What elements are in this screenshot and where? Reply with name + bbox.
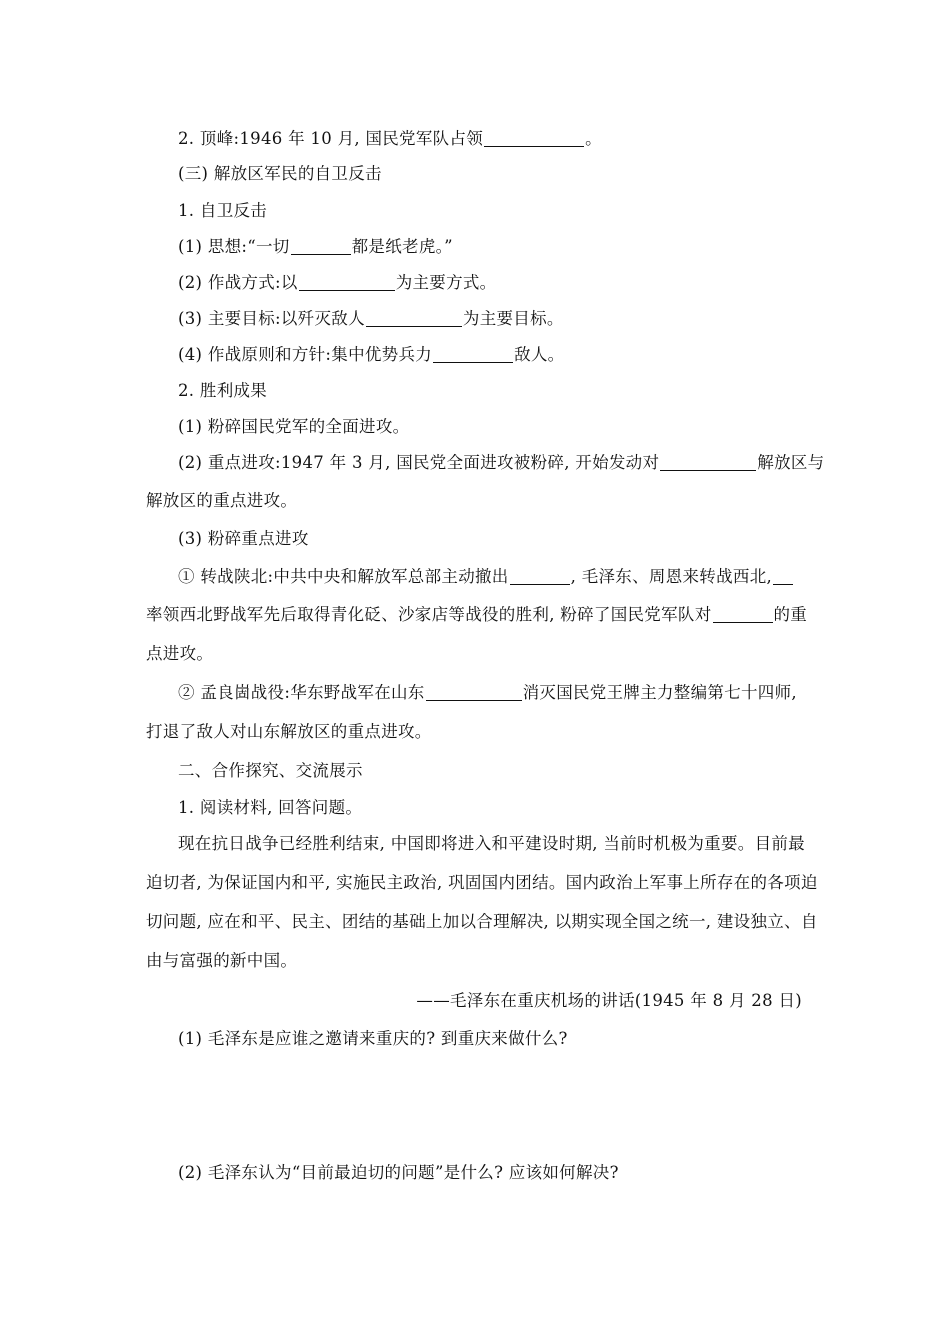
text: (4) 作战原则和方针:集中优势兵力 xyxy=(178,345,433,364)
answer-blank[interactable] xyxy=(299,274,395,291)
answer-blank[interactable] xyxy=(426,684,522,701)
answer-blank[interactable] xyxy=(291,238,351,255)
question-1: (1) 毛泽东是应谁之邀请来重庆的? 到重庆来做什么? xyxy=(178,1029,568,1048)
subheading-results: 2. 胜利成果 xyxy=(178,381,268,400)
material-line-3: 切问题, 应在和平、民主、团结的基础上加以合理解决, 以期实现全国之统一, 建设独立、自 xyxy=(146,912,818,931)
text: 为主要方式。 xyxy=(395,273,497,292)
question-instruction: 1. 阅读材料, 回答问题。 xyxy=(178,798,363,817)
line-smash-key: (3) 粉碎重点进攻 xyxy=(178,529,309,548)
answer-blank[interactable] xyxy=(484,130,584,147)
material-line-2: 迫切者, 为保证国内和平, 实施民主政治, 巩固国内团结。国内政治上军事上所存在的各项迫 xyxy=(146,873,818,892)
text: 敌人。 xyxy=(514,345,565,364)
answer-blank[interactable] xyxy=(773,568,793,585)
text: 消灭国民党王牌主力整编第七十四师, xyxy=(522,683,797,702)
text: 都是纸老虎。” xyxy=(351,237,453,256)
answer-blank[interactable] xyxy=(713,606,773,623)
answer-blank[interactable] xyxy=(433,346,513,363)
answer-blank[interactable] xyxy=(510,568,570,585)
text: 。 xyxy=(585,129,602,148)
section-heading: (三) 解放区军民的自卫反击 xyxy=(178,164,382,183)
line-shaanbei xyxy=(178,566,794,588)
line-key-offensive-cont: 解放区的重点进攻。 xyxy=(146,491,298,510)
text: (3) 主要目标:以歼灭敌人 xyxy=(178,309,365,328)
text: 2. 顶峰:1946 年 10 月, 国民党军队占领 xyxy=(178,129,484,148)
material-line-4: 由与富强的新中国。 xyxy=(146,951,298,970)
text: (2) 重点进攻:1947 年 3 月, 国民党全面进攻被粉碎, 开始发动对 xyxy=(178,453,660,472)
text: , 毛泽东、周恩来转战西北, xyxy=(570,567,773,586)
text: 率领西北野战军先后取得青化砭、沙家店等战役的胜利, 粉碎了国民党军队对 xyxy=(146,605,712,624)
line-result-1: (1) 粉碎国民党军的全面进攻。 xyxy=(178,417,410,436)
section-cooperation: 二、合作探究、交流展示 xyxy=(178,761,363,780)
text: ① 转战陕北:中共中央和解放军总部主动撤出 xyxy=(178,567,509,586)
answer-blank[interactable] xyxy=(660,454,756,471)
line-shaanbei-end: 点进攻。 xyxy=(146,644,214,663)
text: 的重 xyxy=(773,605,808,624)
line-combat-mode xyxy=(178,272,497,294)
material-source: ——毛泽东在重庆机场的讲话(1945 年 8 月 28 日) xyxy=(416,991,802,1010)
text: (1) 思想:“一切 xyxy=(178,237,290,256)
line-shaanbei-cont xyxy=(146,604,807,626)
line-key-offensive xyxy=(178,452,824,474)
text: 解放区与 xyxy=(757,453,825,472)
line-menglianggu-cont: 打退了敌人对山东解放区的重点进攻。 xyxy=(146,722,432,741)
line-principle xyxy=(178,344,564,366)
material-line-1: 现在抗日战争已经胜利结束, 中国即将进入和平建设时期, 当前时机极为重要。目前最 xyxy=(178,834,805,853)
line-thought xyxy=(178,236,453,258)
text: 为主要目标。 xyxy=(462,309,564,328)
line-peak xyxy=(178,128,602,150)
text: ② 孟良崮战役:华东野战军在山东 xyxy=(178,683,425,702)
question-2: (2) 毛泽东认为“目前最迫切的问题”是什么? 应该如何解决? xyxy=(178,1163,619,1182)
text: (2) 作战方式:以 xyxy=(178,273,298,292)
line-menglianggu xyxy=(178,682,797,704)
answer-blank[interactable] xyxy=(366,310,462,327)
line-main-goal xyxy=(178,308,564,330)
subheading-self-defense: 1. 自卫反击 xyxy=(178,201,268,220)
